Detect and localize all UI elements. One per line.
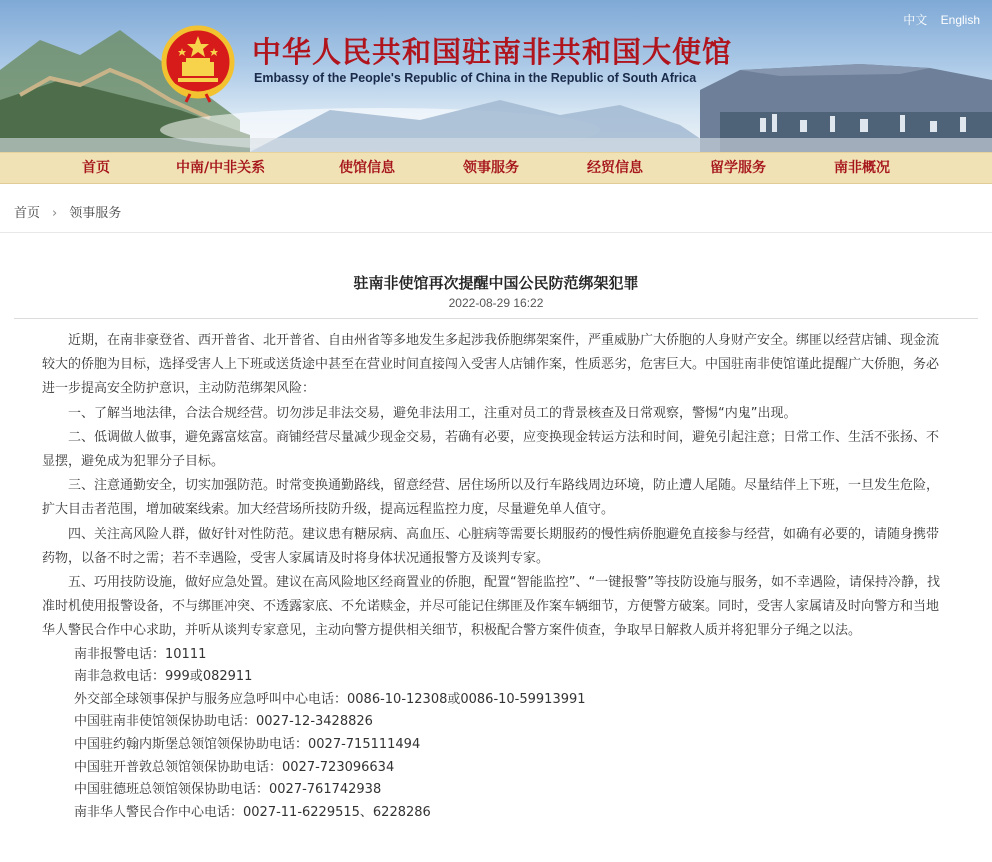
nav-item-south-africa-overview[interactable]: 南非概况 — [834, 160, 890, 176]
breadcrumb-home-link[interactable]: 首页 — [14, 206, 41, 221]
contact-line: 中国驻约翰内斯堡总领馆领保协助电话：0027-715111494 — [74, 737, 421, 753]
nav-item-embassy-info[interactable]: 使馆信息 — [339, 160, 395, 176]
nav-item-study-services[interactable]: 留学服务 — [710, 160, 766, 176]
article-date: 2022-08-29 16:22 — [448, 296, 544, 310]
language-switcher — [893, 11, 980, 28]
header-banner — [0, 0, 992, 152]
site-title-cn: 中华人民共和国驻南非共和国大使馆 — [252, 35, 733, 69]
contact-line: 中国驻南非使馆领保协助电话：0027-12-3428826 — [74, 714, 373, 730]
article-paragraph: 一、了解当地法律，合法合规经营。切勿涉足非法交易，避免非法用工，注重对员工的背景核查及日常观察，警惕“内鬼”出现。 — [68, 405, 797, 421]
contact-line: 外交部全球领事保护与服务应急呼叫中心电话：0086-10-12308或0086-10-59913991 — [74, 691, 586, 707]
article-body — [42, 329, 948, 824]
title-divider — [14, 318, 978, 319]
article-paragraph: 五、巧用技防设施，做好应急处置。建议在高风险地区经商置业的侨胞，配置“智能监控”、“一键报警”等技防设施与服务，如不幸遇险，请保持冷静，找准时机使用报警设备，不与绑匪冲突、不透露家底、不允诺赎金，并尽可能记住绑匪及作案车辆细节，方便警方破案。同时，受害人家属请及时向警方和当地华人警民合作中心求助，并听从谈判专家意见，主动向警方提供相关细节，积极配合警方案件侦查，争取早日解救人质并将犯罪分子绳之以法。 — [42, 575, 940, 639]
national-emblem-icon — [160, 24, 236, 104]
article-paragraph: 近期，在南非豪登省、西开普省、北开普省、自由州省等多地发生多起涉我侨胞绑架案件，严重威胁广大侨胞的人身财产安全。绑匪以经营店铺、现金流较大的侨胞为目标，选择受害人上下班或送货途中甚至在营业时间直接闯入受害人店铺作案，性质恶劣，危害巨大。中国驻南非使馆谨此提醒广大侨胞，务必进一步提高安全防护意识，主动防范绑架风险： — [42, 333, 940, 397]
lang-chinese-link[interactable]: 中文 — [903, 13, 928, 27]
nav-item-china-africa-relations[interactable]: 中南/中非关系 — [176, 160, 266, 176]
contact-line: 中国驻开普敦总领馆领保协助电话：0027-723096634 — [74, 759, 395, 775]
breadcrumb-current-link[interactable]: 领事服务 — [69, 206, 122, 221]
contact-line: 南非华人警民合作中心电话：0027-11-6229515、6228286 — [74, 804, 431, 820]
nav-item-economic-info[interactable]: 经贸信息 — [587, 160, 643, 176]
article-paragraph: 二、低调做人做事，避免露富炫富。商铺经营尽量减少现金交易，若确有必要，应变换现金转运方法和时间，避免引起注意；日常工作、生活不张扬、不显摆，避免成为犯罪分子目标。 — [42, 429, 940, 470]
breadcrumb-divider — [0, 232, 992, 233]
article-title: 驻南非使馆再次提醒中国公民防范绑架犯罪 — [353, 274, 639, 292]
lang-english-link[interactable]: English — [940, 13, 980, 27]
site-title-en: Embassy of the People's Republic of China in the Republic of South Africa — [254, 71, 697, 85]
nav-item-consular-services[interactable]: 领事服务 — [463, 160, 519, 176]
article-paragraph: 三、注意通勤安全，切实加强防范。时常变换通勤路线，留意经营、居住场所以及行车路线周边环境，防止遭人尾随。尽量结伴上下班，一旦发生危险，扩大目击者范围，增加破案线索。加大经营场所技防升级，提高远程监控力度，尽量避免单人值守。 — [42, 478, 940, 518]
main-nav — [0, 152, 992, 184]
nav-item-home[interactable]: 首页 — [82, 160, 110, 176]
breadcrumb — [14, 202, 121, 221]
contact-line: 南非急救电话：999或082911 — [74, 669, 253, 685]
contact-line: 南非报警电话：10111 — [74, 646, 207, 662]
contact-line: 中国驻德班总领馆领保协助电话：0027-761742938 — [74, 782, 382, 798]
article-paragraph: 四、关注高风险人群，做好针对性防范。建议患有糖尿病、高血压、心脏病等需要长期服药的慢性病侨胞避免直接参与经营，如确有必要的，请随身携带药物，以备不时之需；若不幸遇险，受害人家属请及时将身体状况通报警方及谈判专家。 — [42, 526, 940, 566]
breadcrumb-separator: › — [52, 206, 58, 221]
